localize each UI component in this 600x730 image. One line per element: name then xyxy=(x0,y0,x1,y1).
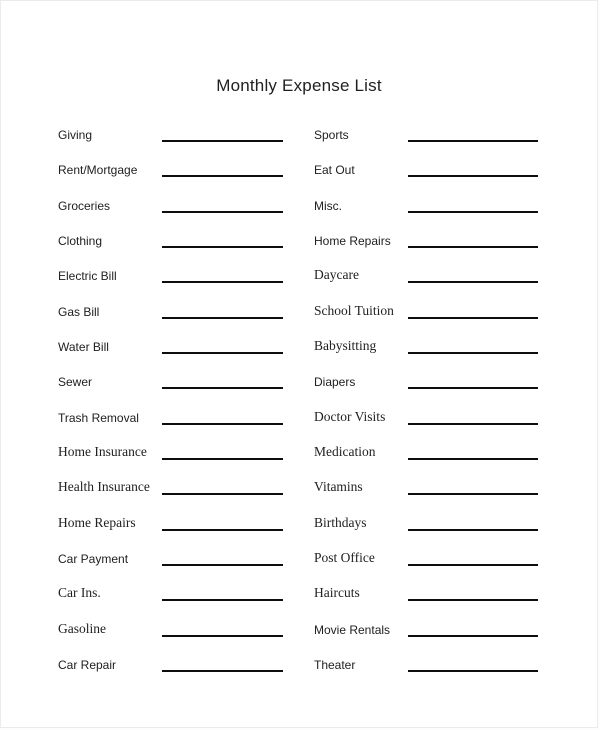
fill-in-line xyxy=(408,423,538,425)
expense-label: Home Repairs xyxy=(58,514,136,530)
fill-in-line xyxy=(408,529,538,531)
expense-list xyxy=(1,123,597,688)
expense-row xyxy=(1,582,597,617)
expense-label: Medication xyxy=(314,443,376,459)
expense-label: Eat Out xyxy=(314,163,355,178)
expense-label: Water Bill xyxy=(58,339,109,354)
expense-label: Car Payment xyxy=(58,551,129,566)
fill-in-line xyxy=(162,635,283,637)
fill-in-line xyxy=(408,635,538,637)
expense-row xyxy=(1,158,597,193)
expense-label: Gasoline xyxy=(58,620,106,636)
expense-row xyxy=(1,406,597,441)
fill-in-line xyxy=(162,352,283,354)
fill-in-line xyxy=(162,317,283,319)
fill-in-line xyxy=(408,599,538,601)
expense-label: Diapers xyxy=(314,375,356,390)
expense-label: Home Repairs xyxy=(314,233,391,248)
fill-in-line xyxy=(408,352,538,354)
fill-in-line xyxy=(408,493,538,495)
fill-in-line xyxy=(162,564,283,566)
fill-in-line xyxy=(162,140,283,142)
expense-row xyxy=(1,335,597,370)
expense-label: Misc. xyxy=(314,198,342,213)
expense-label: Health Insurance xyxy=(58,479,150,495)
expense-label: Trash Removal xyxy=(58,410,139,425)
expense-row xyxy=(1,370,597,405)
expense-label: Sewer xyxy=(58,375,93,390)
fill-in-line xyxy=(162,211,283,213)
expense-label: Giving xyxy=(58,128,93,142)
fill-in-line xyxy=(162,281,283,283)
expense-label: Clothing xyxy=(58,233,103,248)
expense-label: Movie Rentals xyxy=(314,622,391,637)
expense-row xyxy=(1,547,597,582)
page-title: Monthly Expense List xyxy=(216,76,382,95)
fill-in-line xyxy=(408,317,538,319)
expense-label: Electric Bill xyxy=(58,269,117,284)
fill-in-line xyxy=(408,281,538,283)
fill-in-line xyxy=(162,458,283,460)
expense-row xyxy=(1,618,597,653)
expense-label: Daycare xyxy=(314,267,359,283)
fill-in-line xyxy=(408,458,538,460)
expense-label: Car Ins. xyxy=(58,585,101,601)
expense-label: Rent/Mortgage xyxy=(58,163,138,178)
fill-in-line xyxy=(162,423,283,425)
fill-in-line xyxy=(162,175,283,177)
expense-row xyxy=(1,123,597,158)
expense-label: Theater xyxy=(314,657,356,672)
expense-label: Haircuts xyxy=(314,585,360,601)
expense-row xyxy=(1,653,597,688)
expense-label: Gas Bill xyxy=(58,304,100,319)
fill-in-line xyxy=(162,387,283,389)
fill-in-line xyxy=(408,564,538,566)
expense-label: Vitamins xyxy=(314,479,363,495)
expense-label: Car Repair xyxy=(58,657,117,672)
fill-in-line xyxy=(408,211,538,213)
fill-in-line xyxy=(162,670,283,672)
expense-row xyxy=(1,512,597,547)
expense-row xyxy=(1,300,597,335)
fill-in-line xyxy=(162,493,283,495)
expense-row xyxy=(1,476,597,511)
fill-in-line xyxy=(162,246,283,248)
expense-label: Groceries xyxy=(58,198,111,213)
expense-row xyxy=(1,194,597,229)
expense-label: School Tuition xyxy=(314,302,394,318)
fill-in-line xyxy=(162,529,283,531)
fill-in-line xyxy=(408,246,538,248)
expense-label: Birthdays xyxy=(314,514,367,530)
fill-in-line xyxy=(162,599,283,601)
fill-in-line xyxy=(408,387,538,389)
expense-label: Sports xyxy=(314,128,349,142)
expense-label: Doctor Visits xyxy=(314,408,386,424)
fill-in-line xyxy=(408,670,538,672)
expense-label: Post Office xyxy=(314,549,375,565)
fill-in-line xyxy=(408,175,538,177)
expense-row xyxy=(1,264,597,299)
expense-label: Babysitting xyxy=(314,337,377,353)
expense-row xyxy=(1,229,597,264)
expense-label: Home Insurance xyxy=(58,443,147,459)
expense-row xyxy=(1,441,597,476)
fill-in-line xyxy=(408,140,538,142)
